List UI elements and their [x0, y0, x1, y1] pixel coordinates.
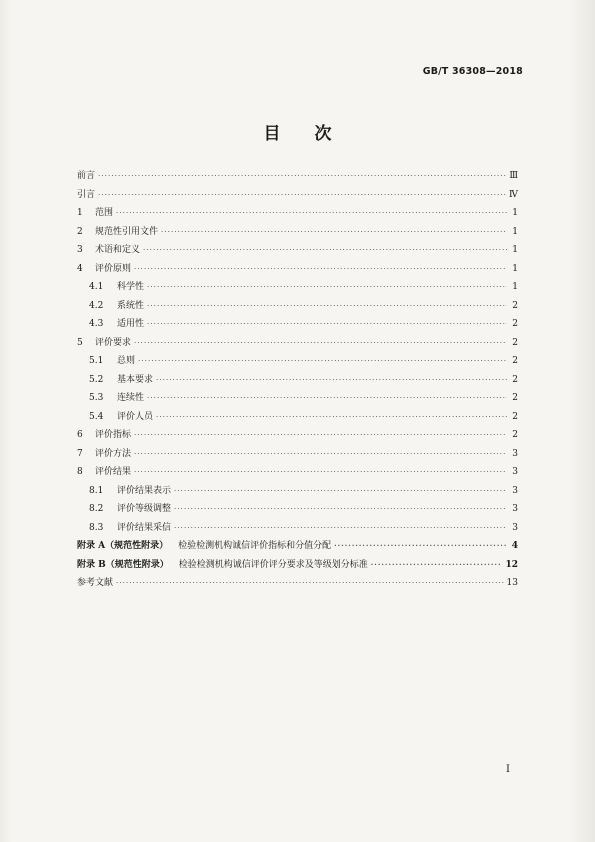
toc-entry[interactable] [77, 242, 518, 261]
toc-entry-number: 1 [77, 208, 83, 218]
toc-entry-number: 6 [77, 430, 83, 440]
toc-page-number: 1 [512, 226, 518, 237]
toc-entry-number: 5.2 [89, 374, 104, 385]
dot-leader [174, 487, 507, 495]
toc-entry[interactable] [77, 316, 518, 335]
toc-page-number: Ⅳ [509, 189, 518, 200]
toc-entry-title: 前言 [77, 171, 96, 181]
toc-entry-number: 5.4 [89, 411, 104, 422]
toc-entry[interactable] [77, 427, 518, 446]
toc-entry[interactable] [77, 483, 518, 502]
dot-leader [174, 524, 507, 532]
toc-entry[interactable] [77, 501, 518, 520]
toc-entry[interactable] [77, 187, 518, 206]
dot-leader [371, 560, 503, 569]
toc-page-number: 3 [512, 522, 518, 533]
toc-entry-title: 基本要求 [117, 374, 154, 385]
toc-page-number: 2 [512, 337, 518, 348]
toc-page-number: 3 [512, 448, 518, 459]
dot-leader [156, 376, 507, 384]
toc-entry-number: 4.1 [89, 282, 104, 292]
dot-leader [147, 283, 507, 291]
toc-entry-number: 4 [77, 263, 83, 274]
dot-leader [134, 468, 507, 476]
dot-leader [147, 302, 507, 310]
toc-page-number: 2 [512, 430, 518, 440]
dot-leader [156, 413, 507, 421]
toc-entry-number: 4.3 [89, 319, 104, 329]
toc-entry-number: 2 [77, 226, 83, 237]
toc-page-number: 1 [512, 282, 518, 292]
dot-leader [334, 541, 507, 550]
toc-page-number: 1 [512, 245, 518, 255]
toc-entry-title: 评价人员 [117, 411, 154, 422]
toc-entry[interactable] [77, 538, 518, 557]
toc-entry-number: 8.1 [89, 485, 104, 496]
dot-leader [147, 394, 507, 402]
toc-entry-number: 8 [77, 467, 83, 477]
toc-entry[interactable] [77, 390, 518, 409]
toc-page-number: 4 [511, 541, 518, 551]
toc-entry[interactable] [77, 464, 518, 483]
dot-leader [143, 246, 507, 254]
toc-page-number: 2 [512, 319, 518, 329]
toc-page-number: 1 [512, 208, 518, 218]
dot-leader [116, 579, 504, 587]
toc-annex-label: 附录 A（规范性附录） [77, 541, 169, 551]
toc-page-number: 3 [512, 485, 518, 496]
toc-page-number: 2 [512, 356, 518, 366]
table-of-contents [77, 168, 518, 594]
toc-page-number: 2 [512, 300, 518, 311]
toc-entry[interactable] [77, 446, 518, 465]
dot-leader [116, 209, 507, 217]
toc-entry-title: 术语和定义 [95, 245, 141, 255]
toc-entry[interactable] [77, 353, 518, 372]
toc-entry-number: 5.1 [89, 356, 104, 366]
toc-entry-title: 规范性引用文件 [95, 226, 159, 237]
dot-leader [134, 450, 507, 458]
toc-entry-title: 科学性 [117, 282, 145, 292]
standard-code: GB/T 36308—2018 [422, 66, 523, 77]
toc-entry-title: 适用性 [117, 319, 145, 329]
toc-entry-title: 引言 [77, 189, 96, 200]
toc-entry-number: 8.2 [89, 504, 104, 514]
dot-leader [98, 191, 506, 199]
toc-entry-title: 系统性 [117, 300, 145, 311]
toc-page-number: 3 [512, 467, 518, 477]
toc-entry[interactable] [77, 575, 518, 594]
toc-entry-title: 评价结果 [95, 467, 132, 477]
dot-leader [134, 265, 507, 273]
toc-entry-title: 评价要求 [95, 337, 132, 348]
toc-page-number: 12 [505, 559, 518, 570]
toc-page-number: 3 [512, 504, 518, 514]
toc-page-number: 2 [512, 374, 518, 385]
toc-page-number: 1 [512, 263, 518, 274]
toc-entry[interactable] [77, 298, 518, 317]
toc-entry[interactable] [77, 372, 518, 391]
toc-entry-title: 检验检测机构诚信评价评分要求及等级划分标准 [178, 559, 368, 570]
toc-entry-title: 评价方法 [95, 448, 132, 459]
toc-entry-title: 评价结果表示 [117, 485, 172, 496]
page-title: 目 次 [263, 124, 332, 144]
dot-leader [98, 172, 506, 180]
toc-page-number: Ⅲ [509, 171, 518, 181]
page-number: Ⅰ [506, 764, 510, 775]
dot-leader [174, 505, 507, 513]
toc-entry[interactable] [77, 224, 518, 243]
toc-entry-title: 评价等级调整 [117, 504, 172, 514]
toc-page-number: 2 [512, 411, 518, 422]
dot-leader [147, 320, 507, 328]
toc-entry-number: 7 [77, 448, 83, 459]
toc-entry-title: 参考文献 [77, 578, 114, 588]
toc-entry[interactable] [77, 335, 518, 354]
toc-page-number: 13 [506, 578, 518, 588]
dot-leader [134, 339, 507, 347]
toc-page-number: 2 [512, 393, 518, 403]
toc-entry-number: 8.3 [89, 522, 104, 533]
toc-entry-title: 评价指标 [95, 430, 132, 440]
toc-entry[interactable] [77, 279, 518, 298]
toc-entry-title: 总则 [117, 356, 136, 366]
toc-entry[interactable] [77, 409, 518, 428]
toc-entry-number: 3 [77, 245, 83, 255]
toc-entry[interactable] [77, 168, 518, 187]
dot-leader [138, 357, 507, 365]
dot-leader [161, 228, 507, 236]
toc-entry[interactable] [77, 520, 518, 539]
toc-entry[interactable] [77, 205, 518, 224]
toc-entry-title: 连续性 [117, 393, 145, 403]
dot-leader [134, 431, 507, 439]
toc-entry-title: 评价原则 [95, 263, 132, 274]
toc-annex-label: 附录 B（规范性附录） [77, 559, 169, 570]
toc-entry[interactable] [77, 261, 518, 280]
toc-entry-number: 4.2 [89, 300, 104, 311]
toc-entry-number: 5 [77, 337, 83, 348]
toc-entry-title: 检验检测机构诚信评价指标和分值分配 [178, 541, 332, 551]
toc-entry-title: 评价结果采信 [117, 522, 172, 533]
toc-entry-number: 5.3 [89, 393, 104, 403]
toc-entry[interactable] [77, 557, 518, 576]
toc-entry-title: 范围 [95, 208, 114, 218]
